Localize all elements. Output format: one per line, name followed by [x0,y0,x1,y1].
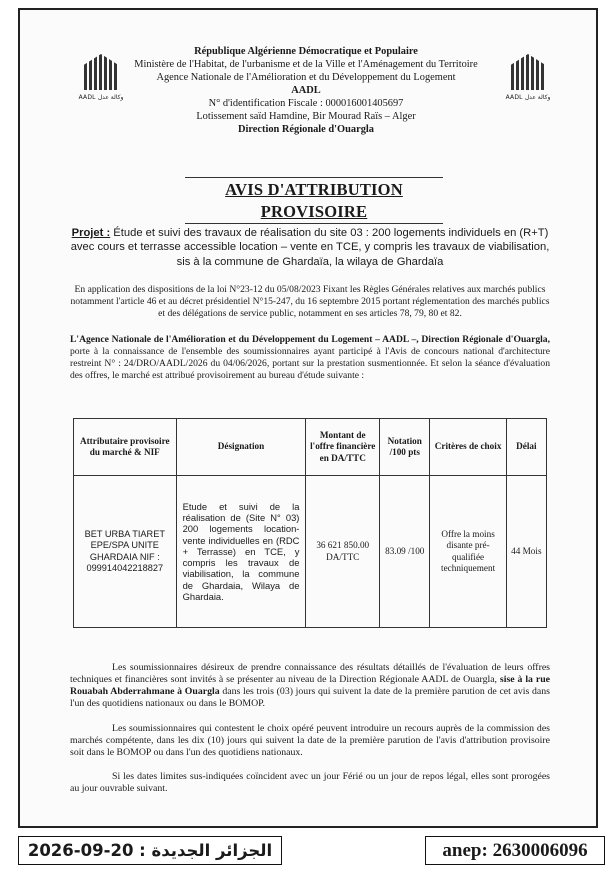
th-notation: Notation /100 pts [380,419,430,476]
building-logo-icon [511,54,545,90]
body-address-bold: sise à la rue Rouabah Abderrahmane à Ouargla [70,674,550,698]
projet-paragraph [70,226,550,269]
td-criteres: Offre la moins disante pré-qualifiée techniquement [430,476,506,628]
anep-reference-footer: anep: 2630006096 [425,836,605,865]
header-ministry: Ministère de l'Habitat, de l'urbanisme et de la Ville et l'Aménagement du Territoire [134,59,478,70]
agence-paragraph [70,334,550,382]
application-paragraph: En application des dispositions de la loi N°23-12 du 05/08/2023 Fixant les Règles Générales relatives aux marchés publics notamment l'article 46 et au décret présidentiel N°15-247, du 16 septembre 2015 portant réglementation des marchés publics et des délégations de service public, notamment en ses articles 78, 79, 80 et 82. [70,284,550,319]
body-paragraph-2: Les soumissionnaires qui contestent le choix opéré peuvent introduire un recours auprès de la commission des marchés compétente, dans les dix (10) jours qui suivent la date de la première parution de l'avis d'attribution provisoire soit dans le BOMOP ou dans l'un des quotidiens nationaux. [70,723,550,759]
logo-caption-right: AADL وكالة عدل [505,94,551,101]
newspaper-date-footer: الجزائر الجديدة : 20-09-2026 [18,836,282,865]
header-address: Lotissement saïd Hamdine, Bir Mourad Raïs – Alger [196,111,416,122]
projet-text: Étude et suivi des travaux de réalisation du site 03 : 200 logements individuels en (R+T) avec cours et terrasse accessible location – vente en TCE, y compris les travaux de viabilisation, sis à la commune de Ghardaïa, la wilaya de Ghardaïa [70,227,550,268]
attribution-table [73,418,547,628]
header-aadl: AADL [291,85,321,96]
header-agency: Agence Nationale de l'Amélioration et du Développement du Logement [156,72,456,83]
th-attributaire: Attributaire provisoire du marché & NIF [74,419,177,476]
th-criteres: Critères de choix [430,419,506,476]
agence-bold: L'Agence Nationale de l'Amélioration et du Développement du Logement – AADL –, Direction Régionale d'Ouargla, [70,334,550,345]
th-delai: Délai [506,419,546,476]
header-nif: N° d'identification Fiscale : 000016001405697 [208,98,404,109]
body-paragraph-1: Les soumissionnaires désireux de prendre connaissance des résultats détaillés de l'évaluation de leurs offres techniques et financières sont invités à se présenter au niveau de la Direction Régionale AADL de Ouargla, sise à la rue Rouabah Abderrahmane à Ouargla dans les trois (03) jours qui suivent la date de la première parution de cet avis dans l'un des quotidiens nationaux ou dans le BOMOP. [70,662,550,710]
td-attributaire: BET URBA TIARET EPE/SPA UNITE GHARDAIA NIF : 099914042218827 [74,476,177,628]
td-delai: 44 Mois [506,476,546,628]
agence-text: porte à la connaissance de l'ensemble des soumissionnaires ayant participé à l'Avis de concours national d'architecture restreint N° : 24/DRO/AADL/2026 du 04/06/2026, portant sur la prestation susmentionnée. Et selon la séance d'évaluation des offres, le marché est attribué provisoirement au bureau d'étude suivante : [70,346,550,381]
projet-label: Projet : [71,227,111,239]
td-notation: 83.09 /100 [380,476,430,628]
header-direction: Direction Régionale d'Ouargla [237,124,375,135]
aadl-logo-right [505,54,551,110]
header-republic: République Algérienne Démocratique et Populaire [194,46,418,57]
table-row [74,476,547,628]
td-montant: 36 621 850.00 DA/TTC [306,476,380,628]
body-paragraph-3: Si les dates limites sus-indiquées coïncident avec un jour Férié ou un jour de repos légal, elles sont prorogées au jour ouvrable suivant. [70,771,550,795]
th-montant: Montant de l'offre financière en DA/TTC [306,419,380,476]
table-header-row [74,419,547,476]
th-designation: Désignation [176,419,306,476]
logo-caption-left: AADL وكالة عدل [78,94,124,101]
page-title: AVIS D'ATTRIBUTION PROVISOIRE [185,177,443,224]
td-designation: Etude et suivi de la réalisation de (Site N° 03) 200 logements location-vente individuelles en (RDC + Terrasse) en TCE, y compris les travaux de viabilisation, la commune de Ghardaia, Wilaya de Ghardaia. [176,476,306,628]
